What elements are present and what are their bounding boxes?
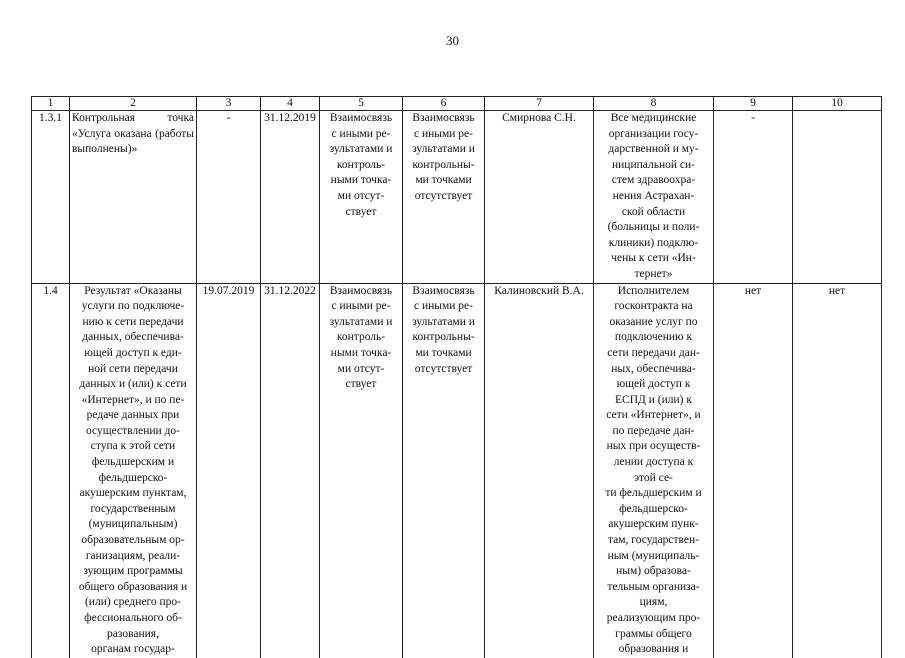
header-cell-3: 3 (197, 97, 261, 111)
header-cell-5: 5 (320, 97, 403, 111)
relation-results: Взаимосвязь с иными ре- зультатами и контроль- ными точка- ми отсут- ствует (320, 111, 403, 284)
header-cell-4: 4 (261, 97, 320, 111)
row-number: 1.4 (32, 283, 70, 658)
header-cell-2: 2 (70, 97, 197, 111)
row-name: Контрольная точка «Услуга оказана (работы выполнены)» (70, 111, 197, 284)
header-row (32, 97, 882, 111)
responsible-person: Калиновский В.А. (485, 283, 594, 658)
column-9-value: нет (714, 283, 793, 658)
column-9-value: - (714, 111, 793, 284)
end-date: 31.12.2022 (261, 283, 320, 658)
page-number: 30 (446, 33, 459, 48)
end-date: 31.12.2019 (261, 111, 320, 284)
row-name: Результат «Оказаны услуги по подключе- нию к сети передачи данных, обеспечива- ющей доступ к еди- ной сети передачи данных и (или) к сети «Интернет», и по пе- редаче данных при осуществлении до- ступа к этой сети фельдшерским и фельдшерско- акушерским пунктам, государственным (муниципальным) образовательным ор- ганизациям, реали- зующим программы общего образования и (или) среднего про- фессионального об- разования, органам государ- (70, 283, 197, 658)
start-date: 19.07.2019 (197, 283, 261, 658)
result-description: Все медицинские организации госу- дарственной и му- ниципальной си- стем здравоохра- нения Астрахан- ской области (больницы и поли- клиники) подклю- чены к сети «Ин- тернет» (594, 111, 714, 284)
header-cell-10: 10 (793, 97, 882, 111)
column-10-value: нет (793, 283, 882, 658)
header-cell-6: 6 (403, 97, 485, 111)
table-row (32, 111, 882, 284)
column-10-value (793, 111, 882, 284)
table-row (32, 283, 882, 658)
result-description: Исполнителем госконтракта на оказание услуг по подключению к сети передачи дан- ных, обеспечива- ющей доступ к ЕСПД и (или) к сети «Интернет», и по передаче дан- ных при осуществ- лении доступа к этой се- ти фельдшерским и фельдшерско- акушерским пунк- там, государствен- ным (муниципаль- ным) образова- тельным организа- циям, реализующим про- граммы общего образования и (594, 283, 714, 658)
header-cell-8: 8 (594, 97, 714, 111)
relation-checkpoints: Взаимосвязь с иными ре- зультатами и контрольны- ми точками отсутствует (403, 111, 485, 284)
responsible-person: Смирнова С.Н. (485, 111, 594, 284)
relation-results: Взаимосвязь с иными ре- зультатами и контроль- ными точка- ми отсут- ствует (320, 283, 403, 658)
header-cell-7: 7 (485, 97, 594, 111)
header-cell-1: 1 (32, 97, 70, 111)
header-cell-9: 9 (714, 97, 793, 111)
relation-checkpoints: Взаимосвязь с иными ре- зультатами и контрольны- ми точками отсутствует (403, 283, 485, 658)
row-number: 1.3.1 (32, 111, 70, 284)
start-date: - (197, 111, 261, 284)
plan-table (31, 96, 882, 658)
